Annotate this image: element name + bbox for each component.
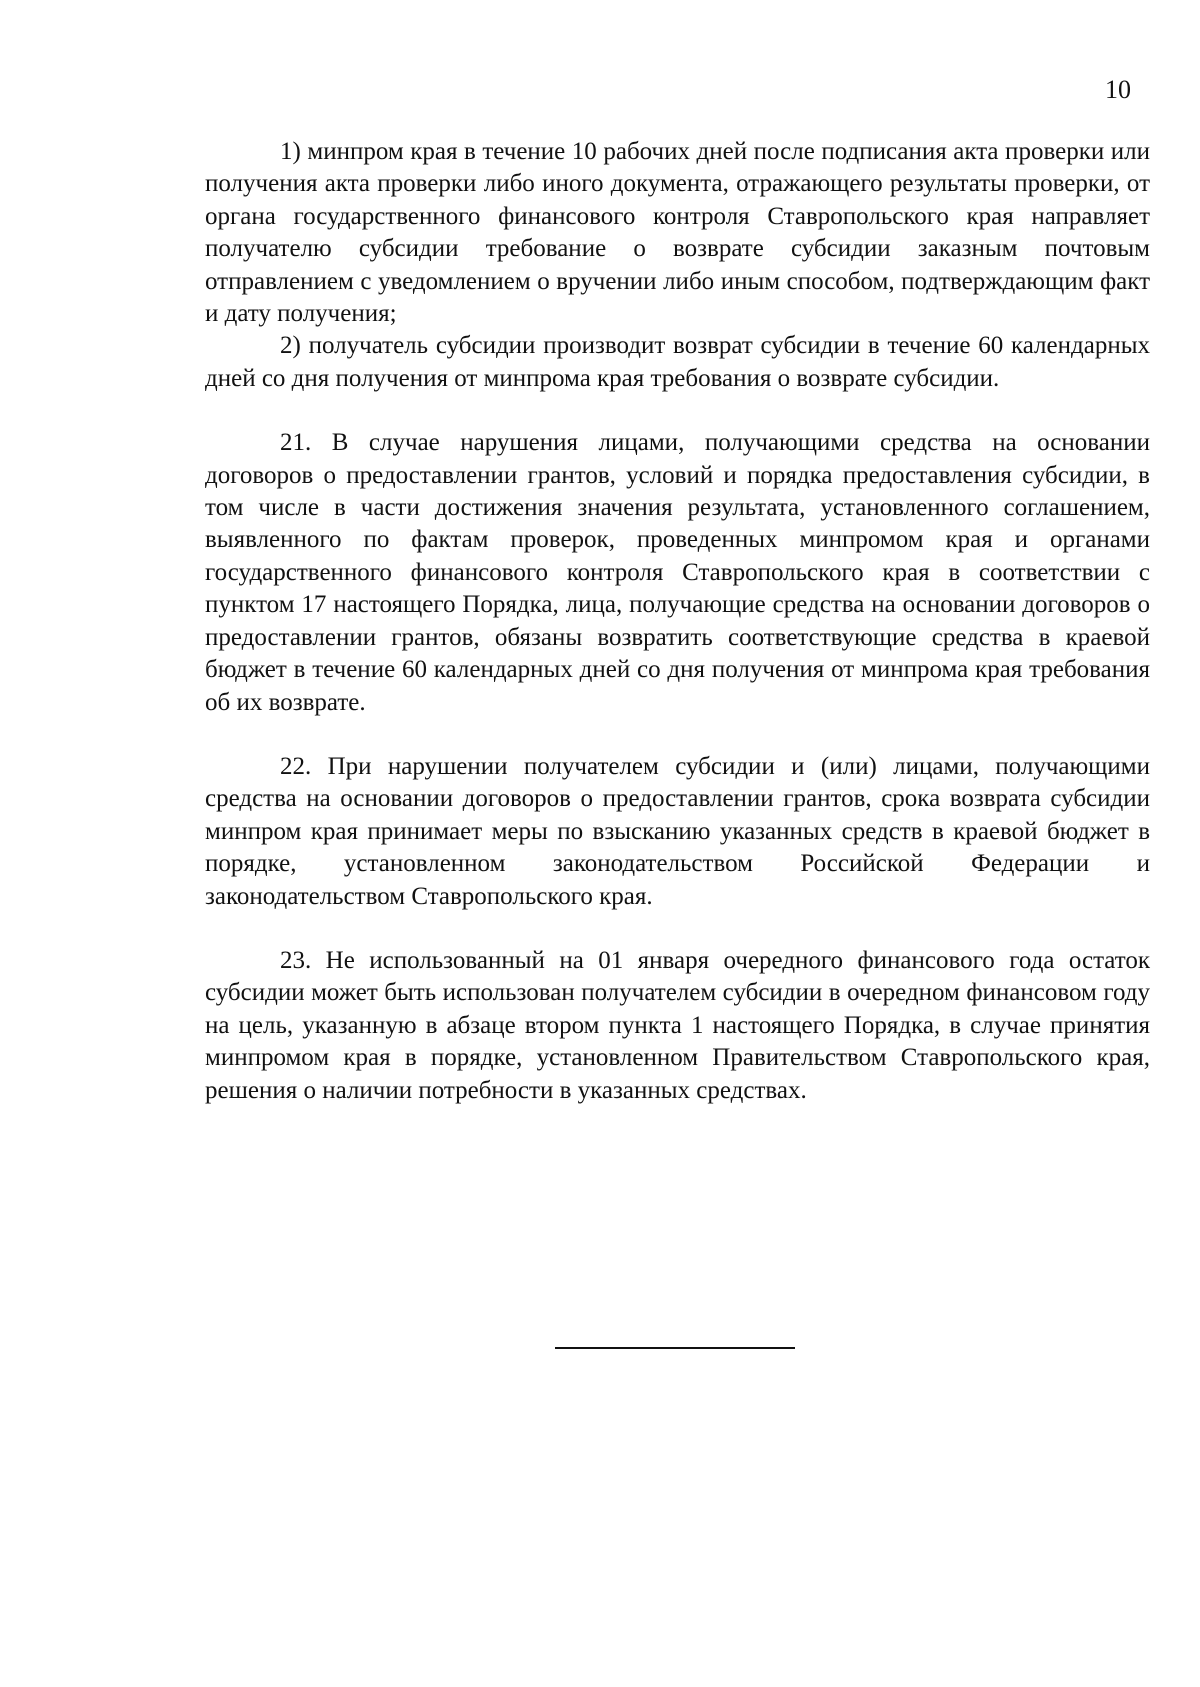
page-number: 10 bbox=[1105, 75, 1131, 104]
paragraph-item-23: 23. Не использованный на 01 января очередного финансового года остаток субсидии может быть использован получателем субсидии в очередном финансовом году на цель, указанную в абзаце втором пункта 1 настоящего Порядка, в случае принятия минпромом края в порядке, установленном Правительством Ставропольского края, решения о наличии потребности в указанных средствах. bbox=[205, 946, 1150, 1104]
paragraph-subitem-2: 2) получатель субсидии производит возврат субсидии в течение 60 календарных дней со дня получения от минпрома края требования о возврате субсидии. bbox=[205, 332, 1150, 392]
paragraph-item-22: 22. При нарушении получателем субсидии и (или) лицами, получающими средства на основании договоров о предоставлении грантов, срока возврата субсидии минпром края принимает меры по взысканию указанных средств в краевой бюджет в порядке, установленном законодательством Российской Федерации и законодательством Ставропольского края. bbox=[205, 752, 1150, 910]
end-separator-line bbox=[555, 1347, 795, 1349]
paragraph-subitem-1: 1) минпром края в течение 10 рабочих дней после подписания акта проверки или получения акта проверки либо иного документа, отражающего результаты проверки, от органа государственного финансового контроля Ставропольского края направляет получателю субсидии требование о возврате субсидии заказным почтовым отправлением с уведомлением о вручении либо иным способом, подтверждающим факт и дату получения; bbox=[205, 138, 1150, 328]
paragraph-item-21: 21. В случае нарушения лицами, получающими средства на основании договоров о предоставлении грантов, условий и порядка предоставления субсидии, в том числе в части достижения значения результата, установленного соглашением, выявленного по фактам проверок, проведенных минпромом края и органами государственного финансового контроля Ставропольского края в соответствии с пунктом 17 настоящего Порядка, лица, получающие средства на основании договоров о предоставлении грантов, обязаны возвратить соответствующие средства в краевой бюджет в течение 60 календарных дней со дня получения от минпрома края требования об их возврате. bbox=[205, 429, 1150, 716]
document-body bbox=[205, 136, 1150, 1107]
